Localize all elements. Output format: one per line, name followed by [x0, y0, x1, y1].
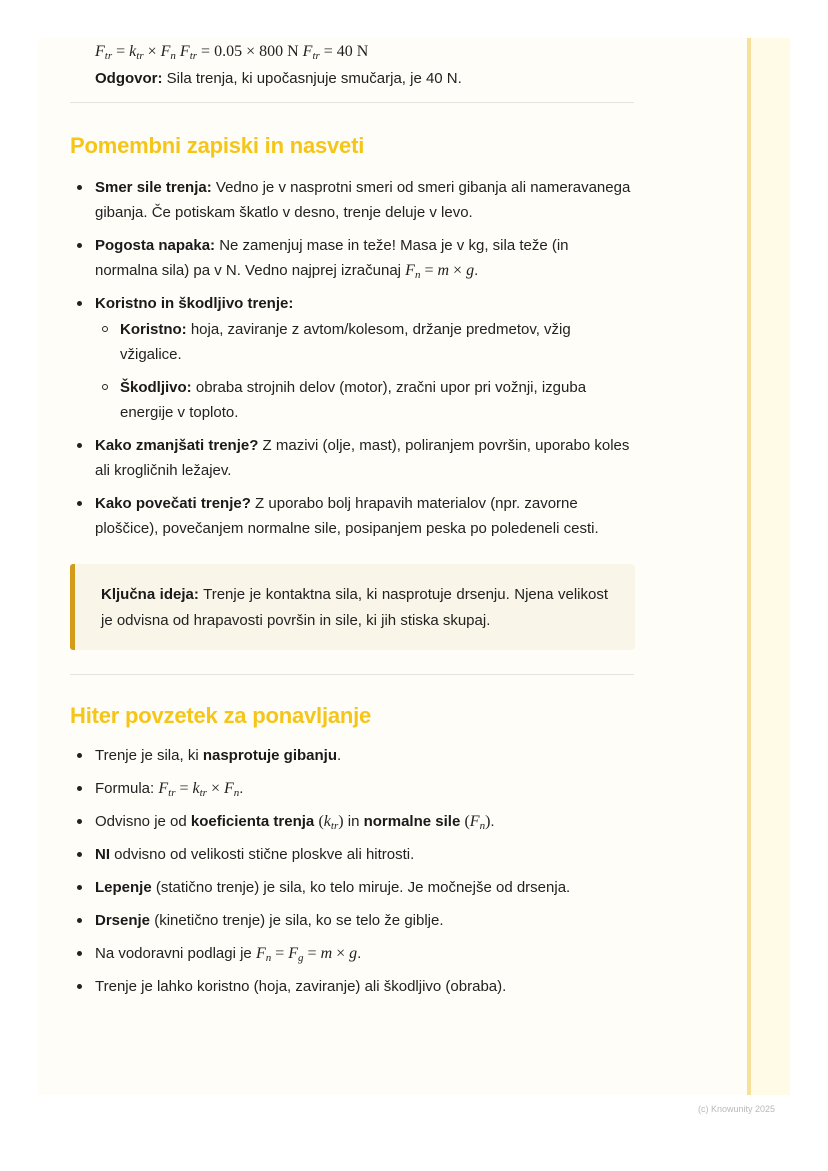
item-label: Kako zmanjšati trenje?	[95, 437, 259, 454]
notes-list	[70, 175, 635, 541]
item-text: Vedno je v nasprotni smeri od smeri gibanja ali nameravanega gibanja. Če potiskam škatlo v desno, trenje deluje v levo.	[95, 179, 631, 221]
eq-rest: = 0.05 × 800 N	[197, 43, 303, 60]
list-item: Odvisno je od koeficienta trenja $(k_{tr})$ in normalne sile $(F_n)$.	[70, 809, 635, 834]
eq-part: $k_{tr}$ ×	[129, 43, 161, 62]
eq-sub: tr	[189, 50, 198, 62]
list-item	[70, 743, 635, 768]
item-bold: nasprotuje gibanju	[202, 747, 337, 764]
formula: $F_{tr} = k_{tr} \times F_n$	[158, 780, 240, 799]
item-text: Z uporabo bolj hrapavih materialov (npr. zavorne ploščice), povečanjem normalne sile, posipanjem peska po poledeneli cesti.	[95, 495, 599, 537]
eq-rest: =	[112, 43, 130, 60]
formula: $(k_{tr})$	[318, 813, 344, 832]
eq-rest: = 40 N	[319, 43, 369, 60]
formula: $(F_n)$	[464, 813, 491, 832]
answer-label: Odgovor:	[95, 70, 163, 87]
list-item	[70, 433, 635, 483]
list-item	[70, 941, 635, 966]
answer-text: Sila trenja, ki upočasnjuje smučarja, je 40 N.	[162, 70, 462, 87]
sub-list-item	[95, 317, 635, 367]
item-text: obraba strojnih delov (motor), zračni upor pri vožnji, izguba energije v toploto.	[120, 379, 587, 421]
list-item	[70, 491, 635, 541]
item-bold: normalne sile	[363, 813, 461, 830]
list-item	[70, 291, 635, 425]
example-equation	[70, 38, 635, 66]
list-item	[70, 875, 635, 900]
item-text: Z mazivi (olje, mast), poliranjem površin, uporabo koles ali krogličnih ležajev.	[95, 437, 630, 479]
eq-rest: ×	[143, 43, 161, 60]
item-text: Odvisno je od	[95, 813, 191, 830]
side-accent-bar	[747, 38, 751, 1095]
item-text: hoja, zaviranje z avtom/kolesom, držanje predmetov, vžig vžigalice.	[120, 321, 571, 363]
eq-sub: tr	[312, 50, 320, 62]
list-item	[70, 776, 635, 801]
list-item	[70, 842, 635, 867]
item-text: (kinetično trenje) je sila, ko se telo že giblje.	[150, 912, 444, 929]
item-text: .	[337, 747, 342, 764]
eq-part: $F_{tr}$ =	[95, 43, 130, 62]
document-content	[70, 38, 635, 1007]
list-item	[70, 233, 635, 283]
item-label: Škodljivo:	[120, 379, 192, 396]
list-item	[70, 974, 635, 999]
summary-list	[70, 743, 635, 999]
item-text: Ne zamenjuj mase in teže! Masa je v kg, sila teže (in normalna sila) pa v N. Vedno najprej izračunaj	[95, 237, 569, 279]
item-bold: koeficienta trenja	[190, 813, 315, 830]
item-text: .	[239, 780, 244, 797]
item-bold: Lepenje	[95, 879, 152, 896]
item-label: Koristno in škodljivo trenje:	[95, 295, 294, 312]
eq-part: $F_n$	[161, 43, 180, 60]
list-item	[70, 175, 635, 225]
item-text: (statično trenje) je sila, ko telo miruje. Je močnejše od drsenja.	[151, 879, 571, 896]
sub-list	[95, 317, 635, 425]
item-text: Formula:	[95, 780, 159, 797]
eq-sub: tr	[104, 50, 113, 62]
eq-part: $F_{tr} = 40$ N	[302, 43, 369, 62]
item-bold: Drsenje	[95, 912, 151, 929]
item-text: odvisno od velikosti stične ploskve ali hitrosti.	[110, 846, 415, 863]
eq-sub: n	[170, 50, 176, 62]
item-bold: NI	[95, 846, 110, 863]
section-title-summary: Hiter povzetek za ponavljanje	[70, 703, 372, 728]
section-title-notes: Pomembni zapiski in nasveti	[70, 133, 365, 158]
formula: $F_n = F_g = m \times g$	[255, 945, 358, 964]
callout-label: Ključna ideja:	[101, 586, 199, 603]
item-text: .	[357, 945, 362, 962]
item-text: Trenje je lahko koristno (hoja, zaviranje) ali škodljivo (obraba).	[95, 978, 507, 995]
copyright-footer: (c) Knowunity 2025	[697, 1104, 775, 1114]
eq-part: $F_{tr} = 0.05 \times 800$ N	[179, 43, 303, 62]
callout-text: Trenje je kontaktna sila, ki nasprotuje drsenju. Njena velikost je odvisna od hrapavosti površin in sile, ki jih stiska skupaj.	[101, 586, 608, 629]
item-text: .	[474, 262, 479, 279]
key-idea-callout	[70, 564, 635, 650]
sub-list-item	[95, 375, 635, 425]
item-label: Pogosta napaka:	[95, 237, 216, 254]
example-answer	[70, 66, 635, 92]
formula: $F_n = m \times g$	[405, 262, 475, 281]
item-label: Smer sile trenja:	[95, 179, 212, 196]
item-text: Na vodoravni podlagi je	[95, 945, 256, 962]
item-text: Trenje je sila, ki	[95, 747, 203, 764]
eq-sub: tr	[136, 50, 144, 62]
item-label: Koristno:	[120, 321, 187, 338]
list-item	[70, 908, 635, 933]
side-margin-strip	[748, 38, 790, 1095]
item-label: Kako povečati trenje?	[95, 495, 251, 512]
